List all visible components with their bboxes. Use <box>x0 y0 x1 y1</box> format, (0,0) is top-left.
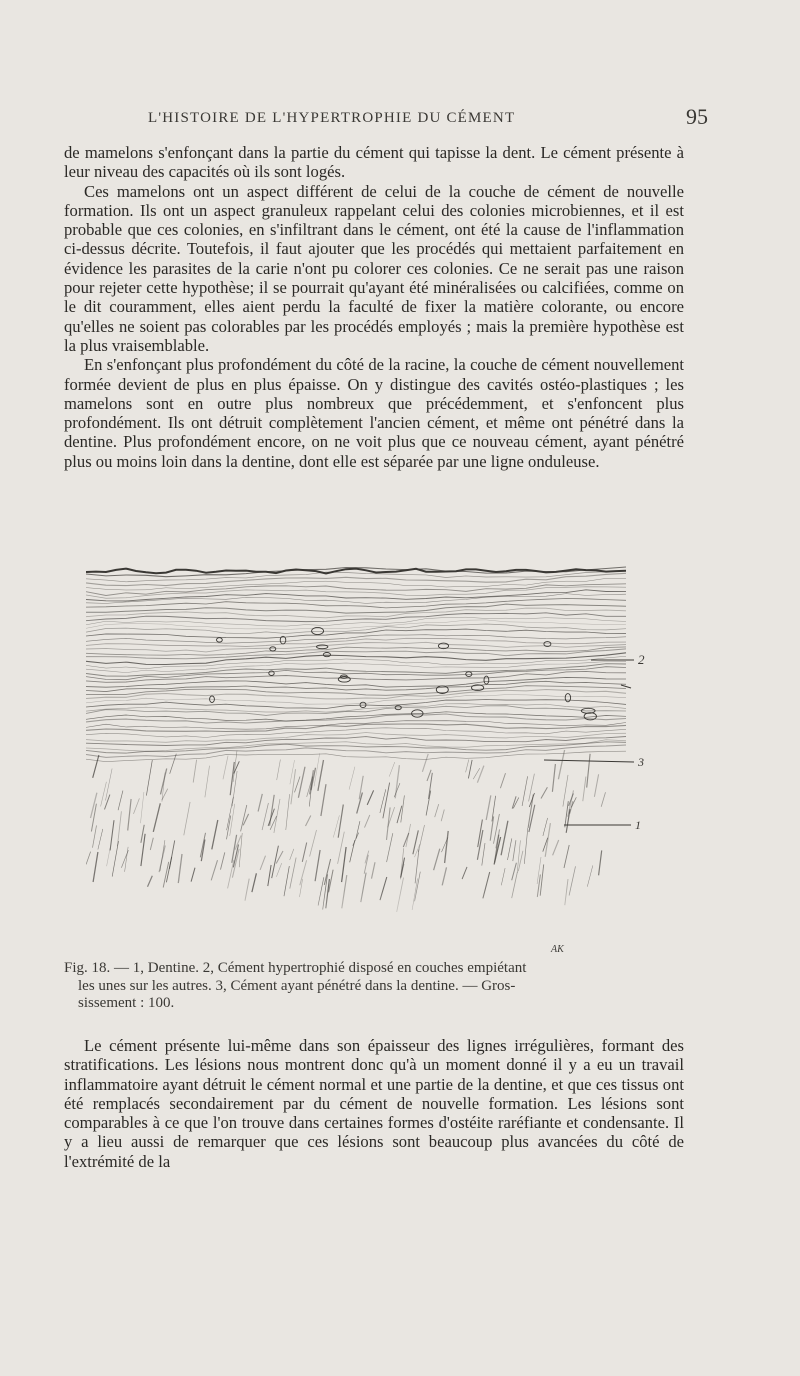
artist-monogram: AK <box>551 944 564 955</box>
histology-engraving <box>86 560 666 955</box>
paragraph: Le cément présente lui-même dans son épaisseur des lignes irrégulières, formant des stratifications. Les lésions nous montrent donc qu'à un moment donné il y a eu un travail inflammatoire ayant détruit le cément normal et une partie de la dentine, et que ces tissus ont été remplacés secondairement par du cément de nouvelle formation. Les lésions sont comparables à ce que l'on trouve dans certaines formes d'ostéite raréfiante et condensante. Il y a lieu aussi de remarquer que ces lésions sont beaucoup plus avancées du côté de l'extrémité de la <box>64 1036 684 1171</box>
figure-label-1: 1 <box>635 818 641 832</box>
paragraph: Ces mamelons ont un aspect différent de celui de la couche de cément de nouvelle formation. Ils ont un aspect granuleux rappelant celui des colonies microbiennes, et il est probable que ces colonies, en s'infiltrant dans le cément, ont été la cause de l'inflammation ci-dessus décrite. Toutefois, il faut ajouter que les procédés qui mettaient parfaitement en évidence les parasites de la carie n'ont pu colorer ces colonies. Ce ne serait pas une raison pour rejeter cette hypothèse; il se pourrait qu'ayant été minéralisées ou calcifiées, comme on le dit couramment, elles aient perdu la faculté de fixer la matière colorante, ou encore qu'elles ne soient pas colorables par les procédés employés ; mais la première hypothèse est la plus vraisemblable. <box>64 181 684 355</box>
figure-label-2: 2 <box>638 652 645 667</box>
paragraph: En s'enfonçant plus profondément du côté de la racine, la couche de cément nouvellement formée devient de plus en plus épaisse. On y distingue des cavités ostéo-plastiques ; les mamelons sont en outre plus nombreux que précédemment, et s'enfoncent plus profondément. Ils ont détruit complètement l'ancien cément, et même ont pénétré dans la dentine. Plus profondément encore, on ne voit plus que ce nouveau cément, ayant pénétré plus ou moins loin dans la dentine, dont elle est séparée par une ligne onduleuse. <box>64 355 684 471</box>
running-head <box>60 104 710 134</box>
body-text-top <box>64 143 684 471</box>
caption-line: les unes sur les autres. 3, Cément ayant pénétré dans la dentine. — Gros- <box>78 977 516 994</box>
running-head-title: L'HISTOIRE DE L'HYPERTROPHIE DU CÉMENT <box>148 110 516 126</box>
caption-line: Fig. 18. — 1, Dentine. 2, Cément hypertrophié disposé en couches empiétant <box>64 960 527 976</box>
page-number: 95 <box>686 104 708 129</box>
histology-figure <box>86 560 666 955</box>
body-text-bottom <box>64 1036 684 1171</box>
figure-label-3: 3 <box>638 755 644 769</box>
caption-line: sissement : 100. <box>78 995 175 1011</box>
figure-caption <box>64 960 684 1013</box>
paragraph: de mamelons s'enfonçant dans la partie du cément qui tapisse la dent. Le cément présente à leur niveau des capacités où ils sont logés. <box>64 143 684 182</box>
